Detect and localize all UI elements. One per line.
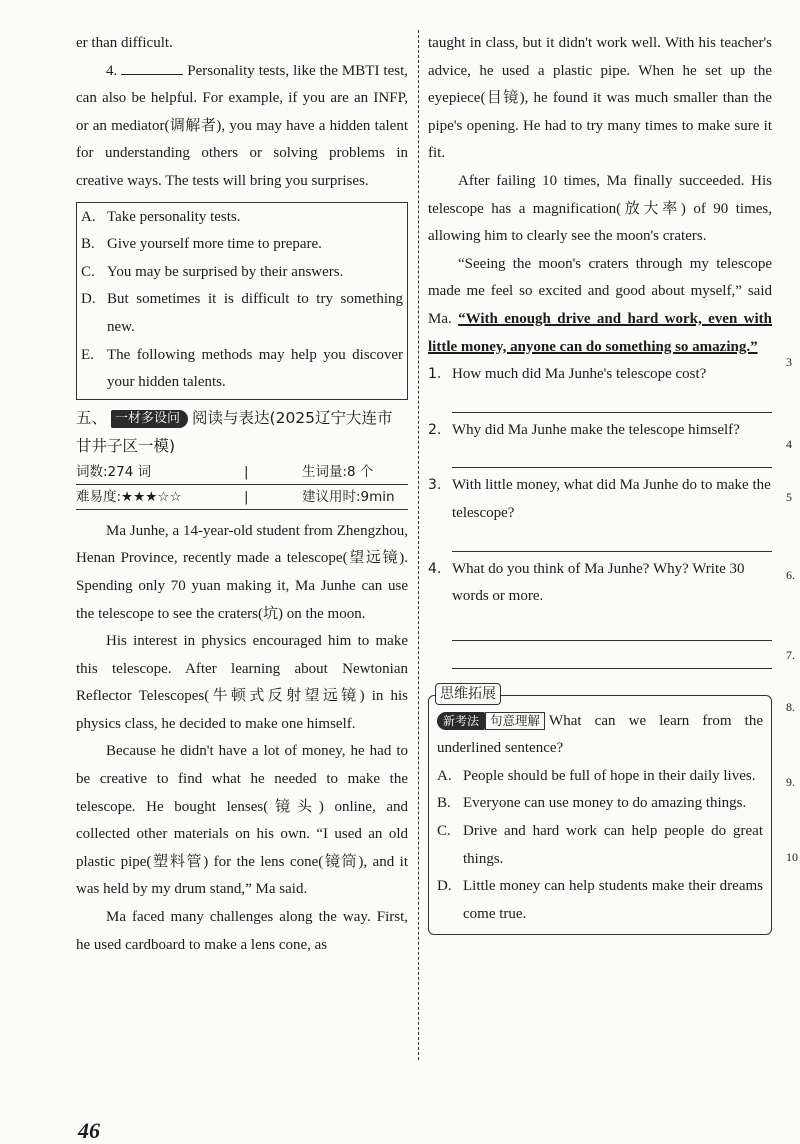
paragraph-1: Ma Junhe, a 14-year-old student from Zhengzhou, Henan Province, recently made a telescope(望远镜). Spending only 70 yuan making it, Ma Junhe can use the telescope to see the craters(坑) on the moon.	[76, 522, 408, 622]
question-4	[76, 58, 408, 196]
paragraph-5: After failing 10 times, Ma finally succeeded. His telescope has a magnification(放大率) of 90 times, allowing him to clearly see the moon's craters.	[428, 172, 772, 245]
options-box	[76, 202, 408, 400]
ext-option-d: D. Little money can help students make their dreams come true.	[437, 878, 763, 922]
new-exam-tag: 新考法	[437, 712, 485, 730]
right-column	[428, 30, 772, 935]
edge-mark: 3	[786, 355, 792, 369]
paragraph-3: Because he didn't have a lot of money, he had to be creative to find what he needed to make the telescope. He bought lenses(镜头) online, and collected other materials on his own. “I used an old plastic pipe(塑料管) for the lens cone(镜筒), and it was held by my drum stand,” Ma said.	[76, 743, 408, 898]
edge-mark: 9.	[786, 775, 795, 789]
left-column	[76, 30, 408, 959]
question-1: 1. How much did Ma Junhe's telescope cost?	[428, 366, 707, 383]
difficulty: 难易度:★★★☆☆	[76, 488, 182, 505]
edge-mark: 7.	[786, 648, 795, 662]
question-2: 2. Why did Ma Junhe make the telescope himself?	[428, 421, 740, 438]
continued-text: er than difficult.	[76, 35, 173, 51]
edge-mark: 8.	[786, 700, 795, 714]
question-4-text: Personality tests, like the MBTI test, can also be helpful. For example, if you are an INFP, or an mediator(调解者), you may have a hidden talent for understanding others or solving problems in creative ways. The tests will bring you surprises.	[76, 62, 409, 189]
section-title: 阅读与表达(2025辽宁大连市甘井子区一模)	[76, 408, 393, 455]
page-number: 46	[78, 1118, 100, 1143]
question-3: 3. With little money, what did Ma Junhe do to make the telescope?	[428, 477, 771, 521]
column-divider	[418, 30, 419, 1060]
passage-continued: taught in class, but it didn't work well. With his teacher's advice, he used a plastic pipe. When he set up the eyepiece(目镜), he found it was much smaller than the pipe's opening. He had to try many times to make sure it fit.	[428, 35, 772, 162]
sentence-meaning-tag: 句意理解	[485, 712, 545, 730]
underlined-sentence: “With enough drive and hard work, even with little money, anyone can do something so amazing.”	[428, 310, 772, 355]
section-badge: 一材多设问	[111, 410, 188, 428]
paragraph-2: His interest in physics encouraged him to make this telescope. After learning about Newtonian Reflector Telescopes(牛顿式反射望远镜) in his physics class, he decided to make one himself.	[76, 633, 408, 732]
thinking-extension-title: 思维拓展	[435, 683, 501, 705]
section-number: 五、	[76, 408, 108, 427]
suggested-time: 建议用时:9min	[302, 488, 395, 505]
option-b: B. Give yourself more time to prepare.	[81, 236, 322, 253]
option-d: D. But sometimes it is difficult to try something new.	[81, 291, 403, 335]
edge-mark: 5	[786, 490, 792, 504]
answer-blank[interactable]	[121, 60, 183, 75]
option-a: A. Take personality tests.	[81, 208, 241, 225]
edge-mark: 4	[786, 437, 792, 451]
meta-row-1: 词数:274 词 | 生词量:8 个	[76, 460, 408, 485]
question-4-write: 4. What do you think of Ma Junhe? Why? Write 30 words or more.	[428, 560, 745, 605]
section-heading	[76, 404, 408, 460]
ext-option-b: B. Everyone can use money to do amazing things.	[437, 795, 747, 812]
thinking-extension-box	[428, 685, 772, 936]
answer-line[interactable]	[452, 667, 772, 669]
option-e: E. The following methods may help you discover your hidden talents.	[81, 346, 403, 391]
extension-question: 新考法 句意理解 What can we learn from the underlined sentence?	[437, 712, 763, 757]
paragraph-4: Ma faced many challenges along the way. First, he used cardboard to make a lens cone, as	[76, 909, 408, 953]
word-count: 词数:274 词	[76, 463, 152, 480]
edge-mark: 6.	[786, 568, 795, 582]
option-c: C. You may be surprised by their answers.	[81, 263, 344, 280]
meta-row-2: 难易度:★★★☆☆ | 建议用时:9min	[76, 485, 408, 510]
new-word-count: 生词量:8 个	[302, 463, 374, 480]
question-4-number: 4.	[106, 62, 118, 79]
ext-option-c: C. Drive and hard work can help people do great things.	[437, 823, 763, 867]
ext-option-a: A. People should be full of hope in their daily lives.	[437, 767, 756, 784]
edge-mark: 10	[786, 850, 798, 864]
paragraph-6: “Seeing the moon's craters through my telescope made me feel so excited and good about myself,” said Ma. “With enough drive and hard work, even with little money, anyone can do something so amazing.”	[428, 255, 772, 355]
